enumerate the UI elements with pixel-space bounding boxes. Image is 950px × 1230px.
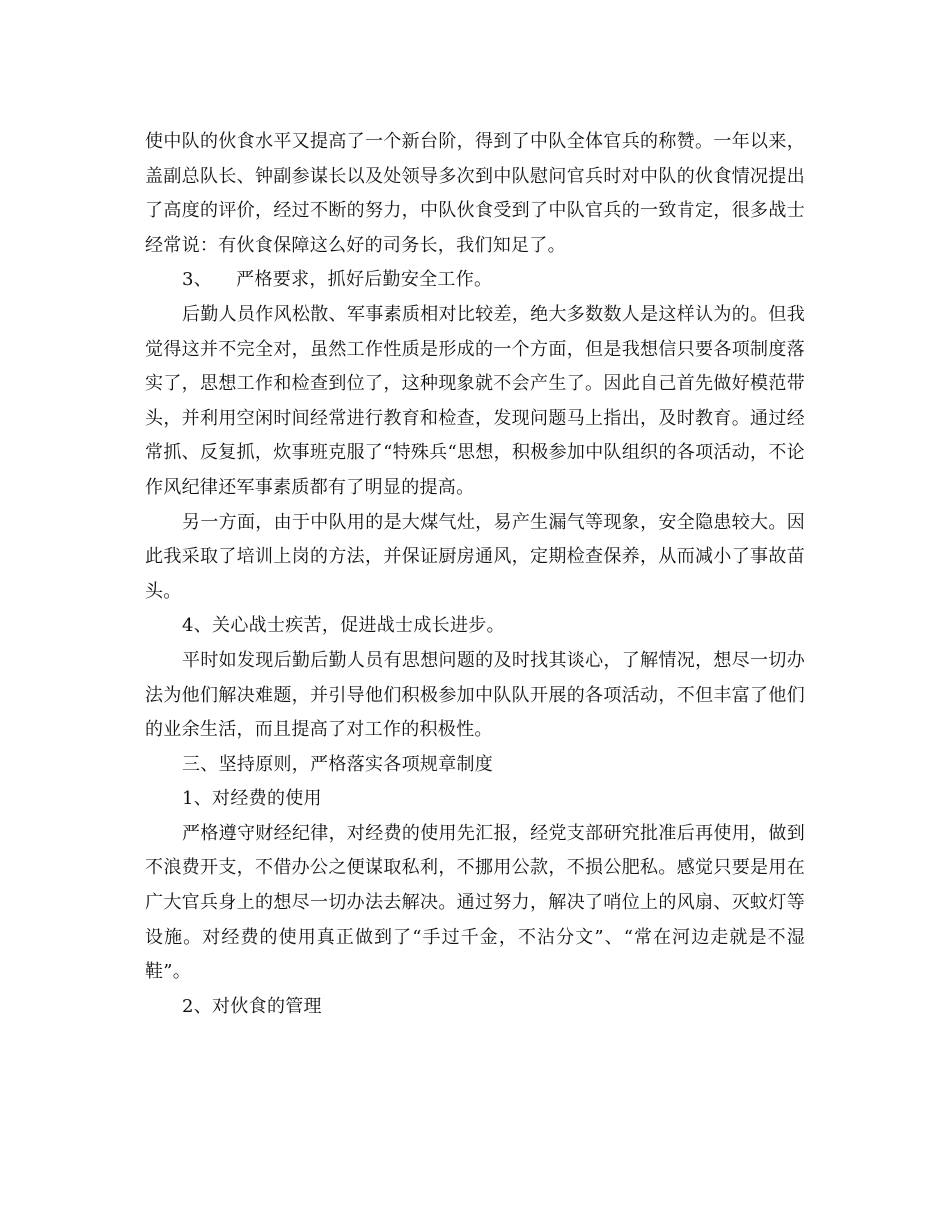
paragraph-1: 使中队的伙食水平又提高了一个新台阶，得到了中队全体官兵的称赞。一年以来，盖副总队长、钟副参谋长以及处领导多次到中队慰问官兵时对中队的伙食情况提出了高度的评价，经过不断的努力，中队伙食受到了中队官兵的一致肯定，很多战士经常说：有伙食保障这么好的司务长，我们知足了。 [145,131,805,256]
paragraph-4: 平时如发现后勤后勤人员有思想问题的及时找其谈心，了解情况，想尽一切办法为他们解决难题，并引导他们积极参加中队队开展的各项活动，不但丰富了他们的业余生活，而且提高了对工作的积极性。 [145,649,805,741]
subsection-heading-1: 1、对经费的使用 [182,788,322,810]
paragraph-2: 后勤人员作风松散、军事素质相对比较差，绝大多数数人是这样认为的。但我觉得这并不完全对，虽然工作性质是形成的一个方面，但是我想信只要各项制度落实了，思想工作和检查到位了，这种现象就不会产生了。因此自己首先做好模范带头，并利用空闲时间经常进行教育和检查，发现问题马上指出，及时教育。通过经常抓、反复抓，炊事班克服了“特殊兵“思想，积极参加中队组织的各项活动，不论作风纪律还军事素质都有了明显的提高。 [145,303,805,498]
paragraph-3: 另一方面，由于中队用的是大煤气灶，易产生漏气等现象，安全隐患较大。因此我采取了培训上岗的方法，并保证厨房通风，定期检查保养，从而减小了事故苗头。 [145,511,805,602]
section-heading-3: 3、 严格要求，抓好后勤安全工作。 [182,269,493,291]
paragraph-5: 严格遵守财经纪律，对经费的使用先汇报，经党支部研究批准后再使用，做到不浪费开支，不借办公之便谋取私利，不挪用公款，不损公肥私。感觉只要是用在广大官兵身上的想尽一切办法去解决。通过努力，解决了哨位上的风扇、灭蚊灯等设施。对经费的使用真正做到了“手过千金，不沾分文”、“常在河边走就是不湿鞋”。 [145,822,805,983]
subsection-heading-2: 2、对伙食的管理 [182,995,322,1017]
document-body [145,125,805,1024]
section-heading-three: 三、坚持原则，严格落实各项规章制度 [182,753,494,775]
section-heading-4: 4、关心战士疾苦，促进战士成长进步。 [182,615,505,637]
